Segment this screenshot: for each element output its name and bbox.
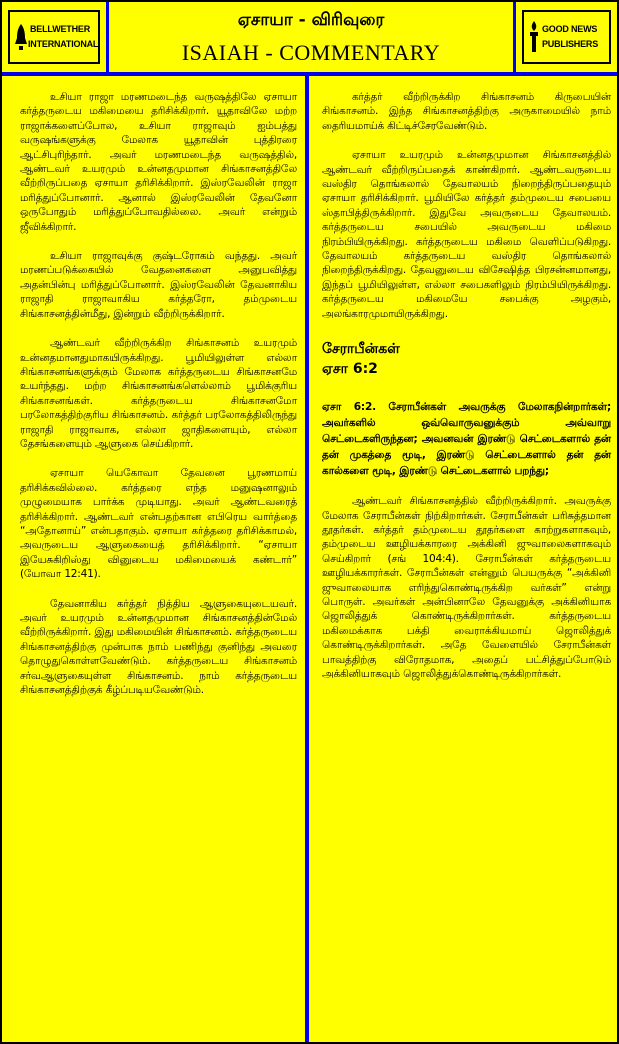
title-block <box>109 2 513 72</box>
body-paragraph: தேவனாகிய கர்த்தர் நித்திய ஆளுகையுடையவர். அவர் உயரமும் உன்னதமுமான சிங்காசனத்தின்மேல் வீற்றிருக்கிறார். இது மகிமையின் சிங்காசனம். கர்த்தருடைய சிங்காசனத்திற்கு முன்பாக நாம் பணிந்து குனிந்து அவரை தொழுதுகொள்ளவேண்டும். கர்த்தருடைய சிங்காசனம் சர்வஆளுகையுள்ள சிங்காசனம். நாம் கர்த்தருடைய சிங்காசனத்திற்குக் கீழ்ப்படியவேண்டும். <box>20 597 297 697</box>
torch-icon <box>527 20 541 54</box>
body-paragraph: உசியா ராஜாவுக்கு குஷ்டரோகம் வந்தது. அவர் மரணப்படுக்கையில் வேதனைகளை அனுபவித்து அதன்பின்பு மரித்துப்போனார். இஸ்ரவேலின் தேவனாகிய ராஜாதி ராஜாவாகிய கர்த்தரோ, தம்முடைய சிங்காசனத்தின்மீது, இன்றும் வீற்றிருக்கிறார். <box>20 250 297 320</box>
good-news-logo <box>522 10 611 64</box>
bellwether-logo-box <box>2 2 109 72</box>
body-paragraph: ஏசாயா யெகோவா தேவனை பூரணமாய் தரிசிக்கவில்லை. கர்த்தரை எந்த மனுஷனாலும் முழுமையாக பார்க்க முடியாது. அவர் ஆண்டவரைத் தரிசிக்கிறார். ஆண்டவர் என்பதற்கான எபிரெய வார்த்தை “அதோனாய்” என்பதாகும். ஏசாயா கர்த்தரை தரிசிக்காமல், அவருடைய ஆளுகையைத் தரிசிக்கிறார். “ஏசாயா இயேசுகிறிஸ்து வினுடைய மகிமையைக் கண்டார்” (யோவா 12:41). <box>20 467 297 581</box>
right-column <box>309 76 617 1042</box>
bellwether-logo <box>8 10 100 64</box>
title-tamil: ஏசாயா - விரிவுரை <box>237 10 385 30</box>
left-column <box>2 76 309 1042</box>
section-heading <box>322 339 611 379</box>
body-paragraph: ஏசாயா உயரமும் உன்னதமுமான சிங்காசனத்தில் ஆண்டவர் வீற்றிருப்பதைக் காண்கிறார். ஆண்டவருடைய வஸ்திர தொங்கலால் தேவாலயம் நிறைந்திருப்பதையும் ஏசாயா தரிசிக்கிறார். பூமியிலே கர்த்தர் தம்முடைய சபையை ஸ்தாபித்திருக்கிறார். இதுவே அவருடைய தேவாலயம். கர்த்தருடைய சபையில் அவருடைய மகிமை நிரம்பியிருக்கிறது. கர்த்தருடைய மகிமை வெளிப்படுகிறது. தேவாலயம் கர்த்தருடைய வஸ்திர தொங்கலால் நிறைந்திருக்கிறது. தேவனுடைய விசேஷித்த பிரசன்னமானது, இந்தப் பூமியிலுள்ள, எல்லா சபைகளிலும் நிரம்பியிருக்கிறது. கர்த்தருடைய மகிமையே சபைக்கு அழகும், அலங்காரமுமாயிருக்கிறது. <box>322 149 611 320</box>
scripture-verse: ஏசா 6:2. சேராபீன்கள் அவருக்கு மேலாகநின்றார்கள்; அவர்களில் ஒவ்வொருவனுக்கும் அவ்வாறு செட்டைகளிருந்தன; அவனவன் இரண்டு செட்டைகளால் தன் தன் முகத்தை மூடி, இரண்டு செட்டைகளால் தன் தன் கால்களை மூடி, இரண்டு செட்டைகளால் பறந்து; <box>322 401 611 478</box>
section-heading-title: சேராபீன்கள் <box>322 341 400 358</box>
body-paragraph: ஆண்டவர் வீற்றிருக்கிற சிங்காசனம் உயரமும் உன்னதமானதுமாகயிருக்கிறது. பூமியிலுள்ள எல்லா சிங்காசனங்களுக்கும் மேலாக கர்த்தருடைய சிங்காசனமே உயர்ந்தது. மற்ற சிங்காசனங்களெல்லாம் பூமிக்குரிய சிங்காசனங்கள். கர்த்தருடைய சிங்காசனமோ பரலோகத்திற்குரிய சிங்காசனம். கர்த்தர் பரலோகத்திலிருந்து ராஜாதி ராஜாவாக, எல்லா ஜாதிகளையும், எல்லா தேசங்களையும் ஆளுகை செய்கிறார். <box>20 337 297 450</box>
body-paragraph: உசியா ராஜா மரணமடைந்த வருஷத்திலே ஏசாயா கர்த்தருடைய மகிமையை தரிசிக்கிறார். யூதாவிலே மற்ற ராஜாக்களைப்போல, உசியா ராஜாவும் ஐம்பத்து வருஷங்களுக்கு மேலாக யூதாவின் புத்திரரை ஆட்சிபுரிந்தார். அவர் மரணமடைந்த வருஷத்தில், ஆண்டவர் உயரமும் உன்னதமுமான சிங்காசனத்திலே வீற்றிருப்பதை ஏசாயா தரிசிக்கிறார். இஸ்ரவேலின் ராஜா மரித்துப்போனார். ஆனால் இஸ்ரவேலின் தேவனோ ஒருபோதும் மரித்துப்போவதில்லை. அவர் என்றும் ஜீவிக்கிறார். <box>20 91 297 233</box>
logo-right-line2: PUBLISHERS <box>542 39 599 49</box>
page-header <box>2 2 617 76</box>
logo-left-line2: INTERNATIONAL <box>28 39 99 49</box>
logo-right-line1: GOOD NEWS <box>542 24 598 34</box>
body-paragraph: கர்த்தர் வீற்றிருக்கிற சிங்காசனம் கிருபையின் சிங்காசனம். இந்த சிங்காசனத்திற்கு அருகாமையில் நாம் தைரியமாய்க் கிட்டிச்சேரவேண்டும். <box>322 91 611 132</box>
section-heading-reference: ஏசா 6:2 <box>322 361 378 378</box>
title-english: ISAIAH - COMMENTARY <box>181 40 441 65</box>
bell-icon <box>13 22 29 52</box>
good-news-logo-box <box>513 2 617 72</box>
body-paragraph: ஆண்டவர் சிங்காசனத்தில் வீற்றிருக்கிறார். அவருக்கு மேலாக சேராபீன்கள் நிற்கிறார்கள். சேராபீன்கள் பரிசுத்தமான தூதர்கள். கர்த்தர் தம்முடைய தூதர்களை காற்றுகளாகவும், தம்முடைய ஊழியக்காரரை அக்கினி ஜுவாலைகளாகவும் செய்கிறார் (சங் 104:4). சேராபீன்கள் கர்த்தருடைய ஊழியக்காரர்கள். சேராபீன்கள் என்னும் பெயருக்கு “அக்கினி ஜுவாலையாக எரிந்துகொண்டிருக்கிற வர்கள்” என்று பொருள். அவர்கள் அன்பினாலே தேவனுக்கு அக்கினியாக ஜொலித்துக் கொண்டிருக்கிறார்கள். கர்த்தருடைய மகிமைக்காக பக்தி வைராக்கியமாய் ஜொலித்துக் கொண்டிருக்கிறார்கள். அதே வேளையில் சேராபீன்கள் பாவத்திற்கு விரோதமாக, அதைப் பட்சித்துப்போடும் அக்கினியாகவும் ஜொலித்துக்கொண்டிருக்கிறார்கள். <box>322 495 611 680</box>
logo-left-line1: BELLWETHER <box>30 24 90 34</box>
